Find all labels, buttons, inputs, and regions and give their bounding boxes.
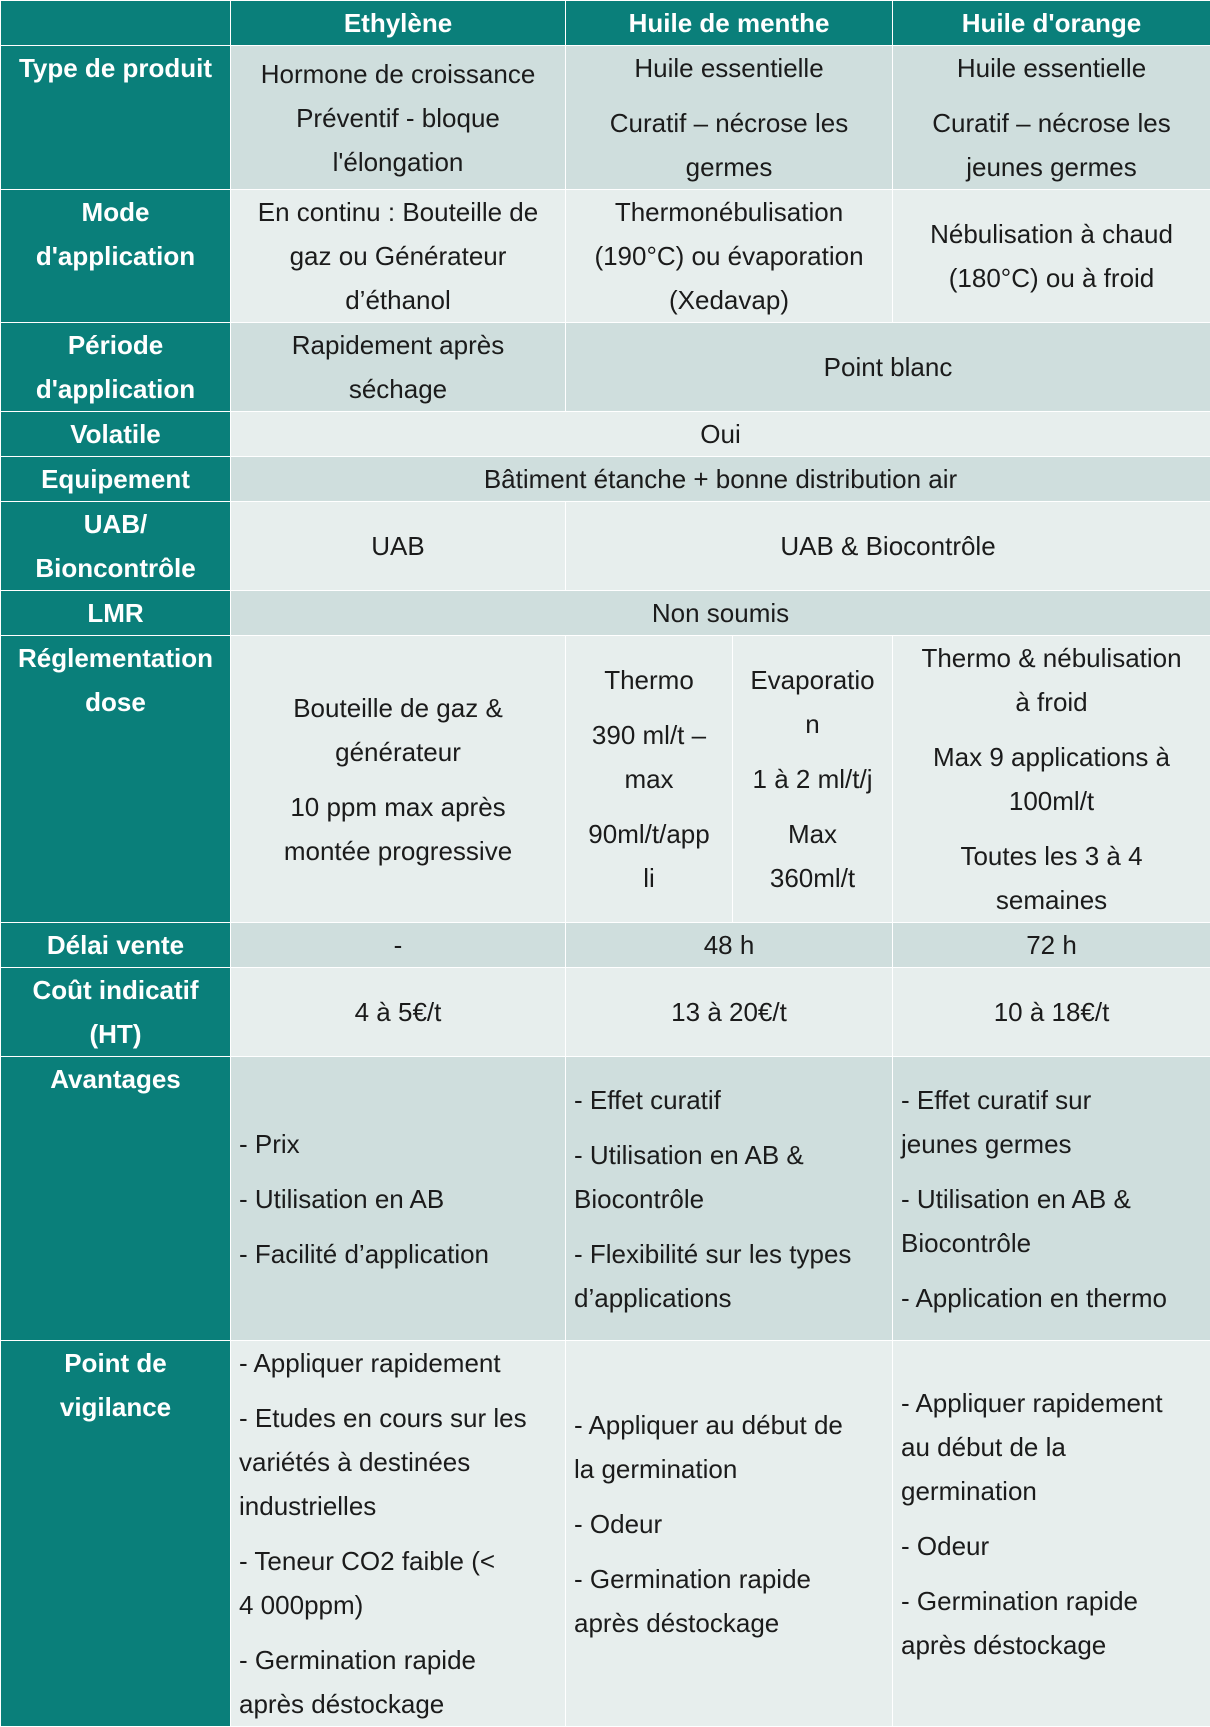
cell-mode-menthe: Thermonébulisation (190°C) ou évaporation (Xedavap) bbox=[566, 190, 893, 323]
row-header-equipement: Equipement bbox=[1, 457, 231, 502]
row-header-periode: Période d'application bbox=[1, 323, 231, 412]
row-header-delai: Délai vente bbox=[1, 923, 231, 968]
row-delai-vente bbox=[1, 923, 1210, 968]
row-cout bbox=[1, 968, 1210, 1057]
cell-avantages-orange: - Effet curatif sur jeunes germes - Utilisation en AB & Biocontrôle - Application en thermo bbox=[893, 1057, 1210, 1341]
row-header-cout: Coût indicatif (HT) bbox=[1, 968, 231, 1057]
cell-volatile: Oui bbox=[231, 412, 1210, 457]
header-row bbox=[1, 1, 1210, 46]
row-reglementation bbox=[1, 636, 1210, 923]
cell-mode-orange: Nébulisation à chaud (180°C) ou à froid bbox=[893, 190, 1210, 323]
column-header-ethylene: Ethylène bbox=[231, 1, 566, 46]
row-header-uab: UAB/ Bioncontrôle bbox=[1, 502, 231, 591]
cell-vigilance-menthe: - Appliquer au début de la germination - Odeur - Germination rapide après déstockage bbox=[566, 1341, 893, 1727]
cell-periode-ethylene: Rapidement après séchage bbox=[231, 323, 566, 412]
cell-lmr: Non soumis bbox=[231, 591, 1210, 636]
row-vigilance bbox=[1, 1341, 1210, 1727]
row-header-avantages: Avantages bbox=[1, 1057, 231, 1341]
cell-cout-orange: 10 à 18€/t bbox=[893, 968, 1210, 1057]
cell-type-menthe: Huile essentielle Curatif – nécrose les germes bbox=[566, 46, 893, 190]
row-uab bbox=[1, 502, 1210, 591]
corner-cell bbox=[1, 1, 231, 46]
row-header-reglementation: Réglementation dose bbox=[1, 636, 231, 923]
cell-delai-ethylene: - bbox=[231, 923, 566, 968]
cell-cout-menthe: 13 à 20€/t bbox=[566, 968, 893, 1057]
cell-equipement: Bâtiment étanche + bonne distribution air bbox=[231, 457, 1210, 502]
row-header-vigilance: Point de vigilance bbox=[1, 1341, 231, 1727]
row-type-produit bbox=[1, 46, 1210, 190]
row-lmr bbox=[1, 591, 1210, 636]
cell-reglementation-ethylene: Bouteille de gaz & générateur 10 ppm max après montée progressive bbox=[231, 636, 566, 923]
cell-delai-menthe: 48 h bbox=[566, 923, 893, 968]
cell-uab-huiles: UAB & Biocontrôle bbox=[566, 502, 1210, 591]
cell-delai-orange: 72 h bbox=[893, 923, 1210, 968]
cell-cout-ethylene: 4 à 5€/t bbox=[231, 968, 566, 1057]
row-volatile bbox=[1, 412, 1210, 457]
row-equipement bbox=[1, 457, 1210, 502]
cell-mode-ethylene: En continu : Bouteille de gaz ou Générateur d’éthanol bbox=[231, 190, 566, 323]
cell-vigilance-ethylene: - Appliquer rapidement - Etudes en cours sur les variétés à destinées industrielles - Teneur CO2 faible (< 4 000ppm) - Germination rapide après déstockage bbox=[231, 1341, 566, 1727]
row-mode-application bbox=[1, 190, 1210, 323]
cell-periode-huiles: Point blanc bbox=[566, 323, 1210, 412]
cell-reglementation-evaporation: Evaporatio n 1 à 2 ml/t/j Max 360ml/t bbox=[733, 636, 893, 923]
row-header-type: Type de produit bbox=[1, 46, 231, 190]
cell-type-ethylene: Hormone de croissance Préventif - bloque l'élongation bbox=[231, 46, 566, 190]
row-header-volatile: Volatile bbox=[1, 412, 231, 457]
cell-type-orange: Huile essentielle Curatif – nécrose les jeunes germes bbox=[893, 46, 1210, 190]
row-avantages bbox=[1, 1057, 1210, 1341]
cell-reglementation-thermo: Thermo 390 ml/t – max 90ml/t/app li bbox=[566, 636, 733, 923]
cell-avantages-ethylene: - Prix - Utilisation en AB - Facilité d’application bbox=[231, 1057, 566, 1341]
cell-reglementation-orange: Thermo & nébulisation à froid Max 9 applications à 100ml/t Toutes les 3 à 4 semaines bbox=[893, 636, 1210, 923]
cell-avantages-menthe: - Effet curatif - Utilisation en AB & Biocontrôle - Flexibilité sur les types d’applications bbox=[566, 1057, 893, 1341]
column-header-orange: Huile d'orange bbox=[893, 1, 1210, 46]
row-header-lmr: LMR bbox=[1, 591, 231, 636]
row-periode-application bbox=[1, 323, 1210, 412]
cell-vigilance-orange: - Appliquer rapidement au début de la germination - Odeur - Germination rapide après déstockage bbox=[893, 1341, 1210, 1727]
column-header-menthe: Huile de menthe bbox=[566, 1, 893, 46]
cell-uab-ethylene: UAB bbox=[231, 502, 566, 591]
row-header-mode: Mode d'application bbox=[1, 190, 231, 323]
